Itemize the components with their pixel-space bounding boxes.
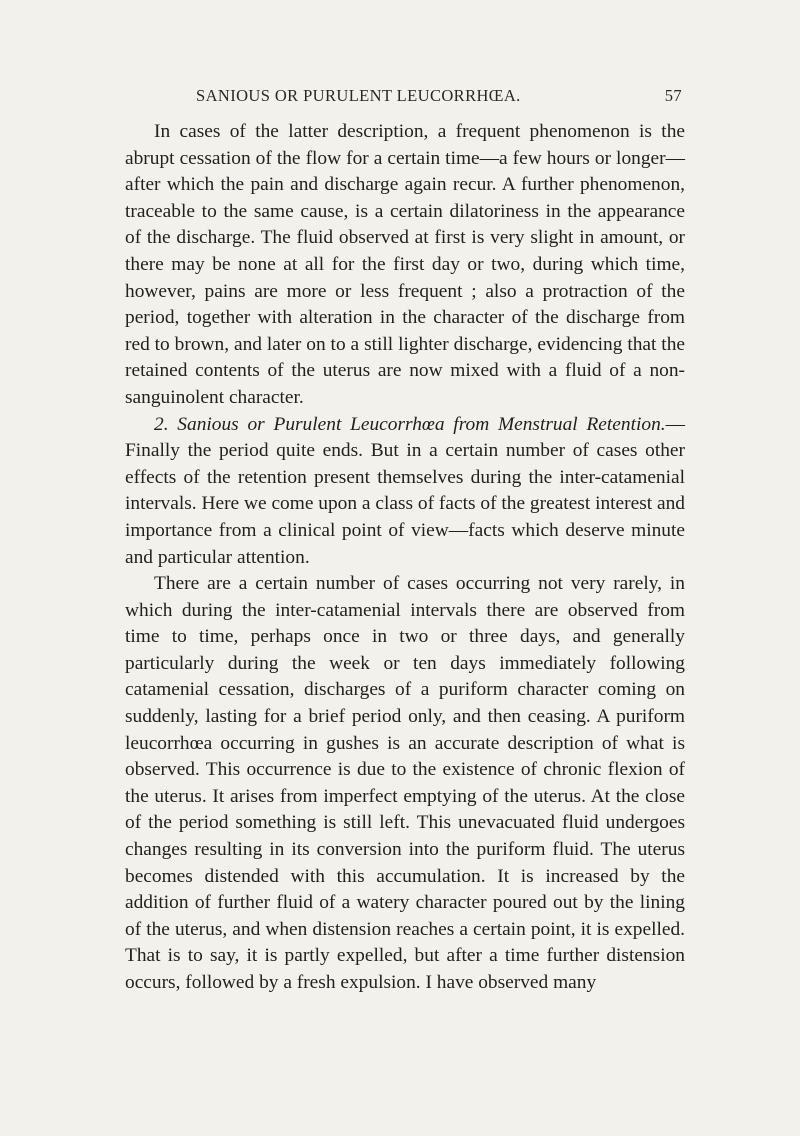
section-heading: 2. Sanious or Purulent Leucorrhœa from Menstrual Retention. (154, 413, 666, 435)
paragraph (125, 412, 685, 572)
running-title: SANIOUS OR PURULENT LEUCORRHŒA. (196, 86, 521, 105)
paragraph-text: —Finally the period quite ends. But in a certain number of cases other effects of the retention present themselves during the inter-catamenial intervals. Here we come upon a class of facts of the greatest interest and importance from a clinical point of view—facts which deserve minute and particular attention. (125, 413, 685, 568)
page-number: 57 (664, 86, 682, 105)
paragraph: There are a certain number of cases occurring not very rarely, in which during the inter-catamenial intervals there are observed from time to time, perhaps once in two or three days, and generally particularly during the week or ten days immediately following catamenial cessation, discharges of a puriform character coming on suddenly, lasting for a brief period only, and then ceasing. A puriform leucorrhœa occurring in gushes is an accurate description of what is observed. This occurrence is due to the existence of chronic flexion of the uterus. It arises from imperfect emptying of the uterus. At the close of the period something is still left. This unevacuated fluid undergoes changes resulting in its conversion into the puriform fluid. The uterus becomes distended with this accumulation. It is increased by the addition of further fluid of a watery character poured out by the lining of the uterus, and when distension reaches a certain point, it is expelled. That is to say, it is partly expelled, but after a time further distension occurs, followed by a fresh expulsion. I have observed many (125, 573, 685, 993)
body-text (125, 119, 685, 997)
paragraph: In cases of the latter description, a frequent phenomenon is the abrupt cessation of the flow for a certain time—a few hours or longer—after which the pain and discharge again recur. A further phenomenon, traceable to the same cause, is a certain dilatoriness in the appearance of the discharge. The fluid observed at first is very slight in amount, or there may be none at all for the first day or two, during which time, however, pains are more or less frequent ; also a protraction of the period, together with alteration in the character of the discharge from red to brown, and later on to a still lighter discharge, evidencing that the retained contents of the uterus are now mixed with a fluid of a non-sanguinolent character. (125, 121, 685, 408)
